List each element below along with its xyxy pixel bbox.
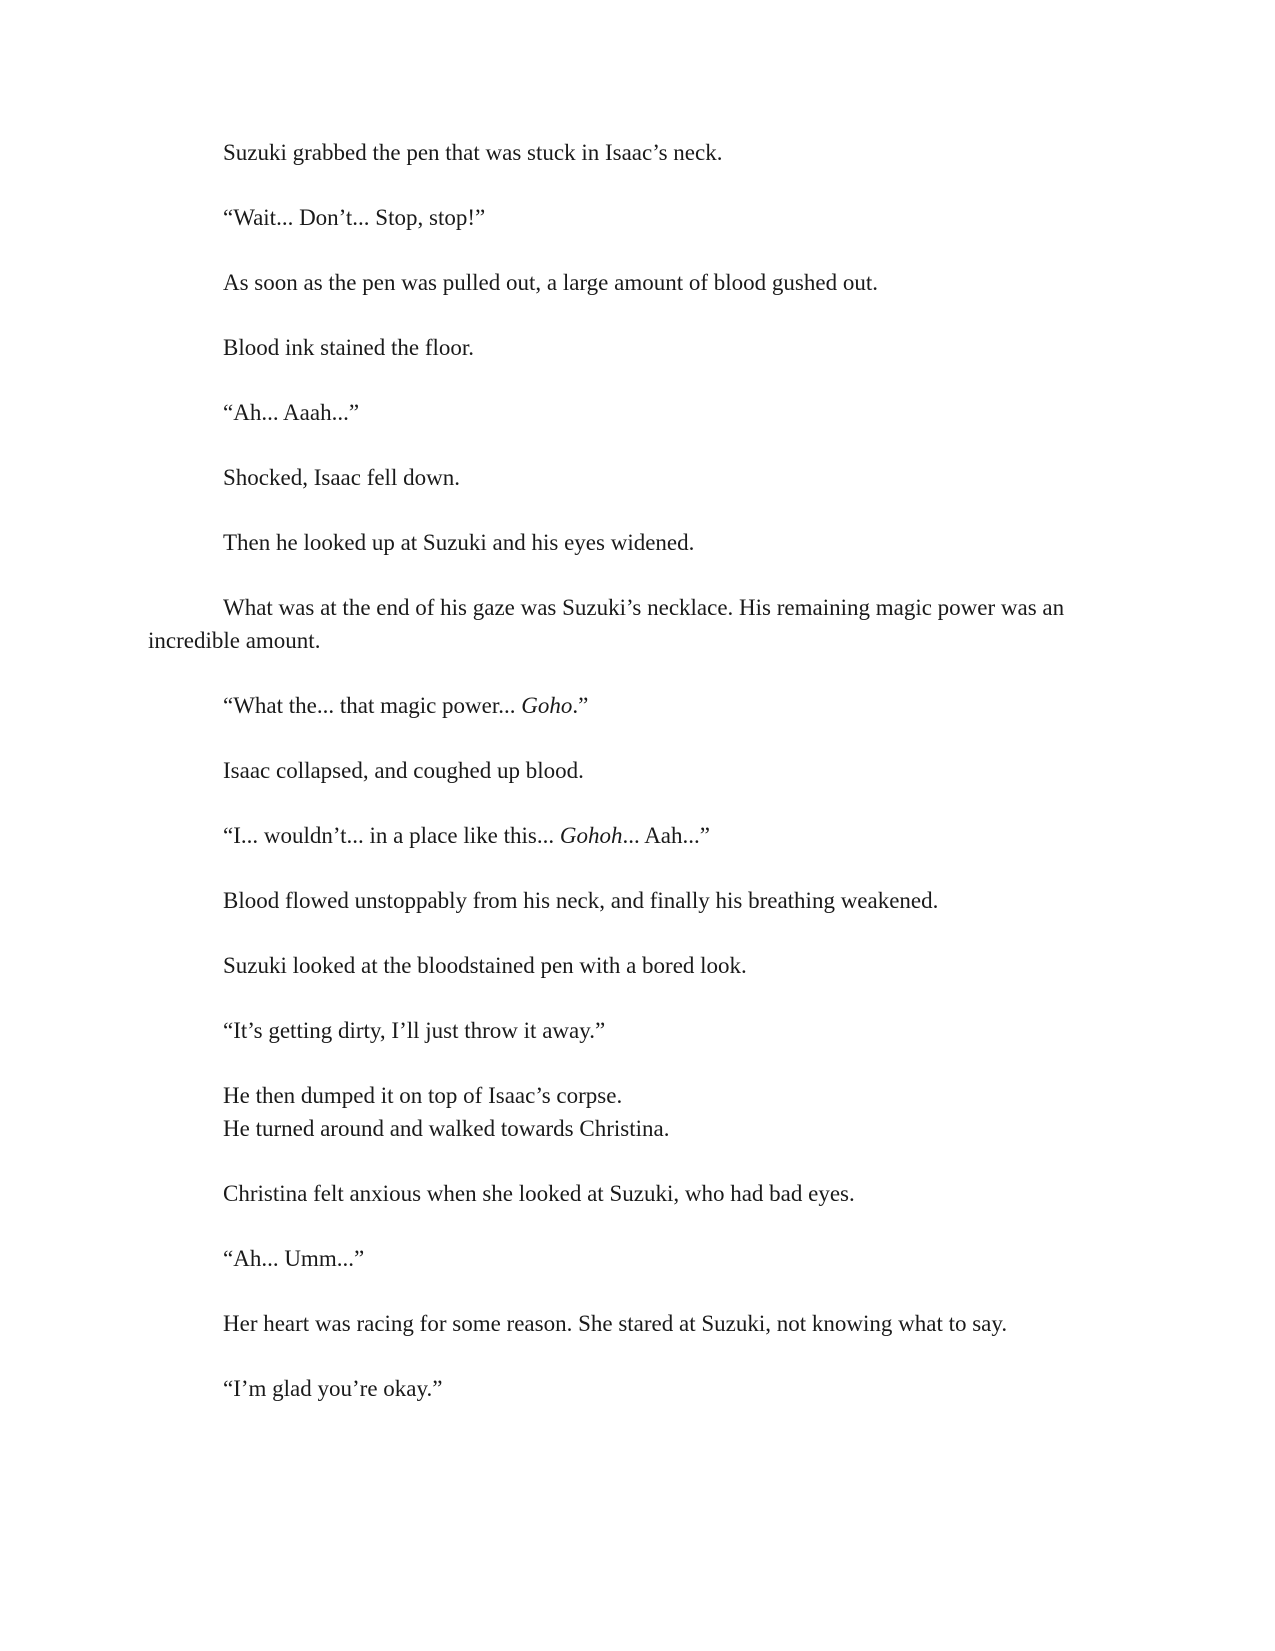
paragraph: “It’s getting dirty, I’ll just throw it away.” <box>223 1018 606 1043</box>
paragraph <box>148 819 1110 852</box>
paragraph: Isaac collapsed, and coughed up blood. <box>223 758 584 783</box>
paragraph <box>148 689 1110 722</box>
paragraph: Then he looked up at Suzuki and his eyes widened. <box>223 530 695 555</box>
paragraph: “I’m glad you’re okay.” <box>223 1376 443 1401</box>
paragraph: Her heart was racing for some reason. She stared at Suzuki, not knowing what to say. <box>223 1311 1008 1336</box>
paragraph: He then dumped it on top of Isaac’s corpse. <box>223 1083 623 1108</box>
italic-sound-effect: Goho <box>521 693 573 718</box>
paragraph: Blood ink stained the floor. <box>223 335 475 360</box>
body-text <box>148 136 1110 1437</box>
paragraph-text: “I... wouldn’t... in a place like this... <box>223 823 560 848</box>
italic-sound-effect: Gohoh <box>559 823 623 848</box>
paragraph: Shocked, Isaac fell down. <box>223 465 460 490</box>
paragraph: Blood flowed unstoppably from his neck, and finally his breathing weakened. <box>223 888 939 913</box>
paragraph: Christina felt anxious when she looked at Suzuki, who had bad eyes. <box>223 1181 855 1206</box>
paragraph: As soon as the pen was pulled out, a large amount of blood gushed out. <box>223 270 878 295</box>
paragraph-text: ... Aah...” <box>622 823 710 848</box>
paragraph: Suzuki grabbed the pen that was stuck in Isaac’s neck. <box>223 140 723 165</box>
paragraph: He turned around and walked towards Christina. <box>223 1116 670 1141</box>
paragraph: “Wait... Don’t... Stop, stop!” <box>223 205 486 230</box>
paragraph: Suzuki looked at the bloodstained pen with a bored look. <box>223 953 747 978</box>
paragraph-text: .” <box>572 693 589 718</box>
paragraph: “Ah... Aaah...” <box>223 400 360 425</box>
paragraph: What was at the end of his gaze was Suzuki’s necklace. His remaining magic power was an incredible amount. <box>148 595 1065 653</box>
paragraph-text: “What the... that magic power... <box>223 693 522 718</box>
paragraph: “Ah... Umm...” <box>223 1246 365 1271</box>
